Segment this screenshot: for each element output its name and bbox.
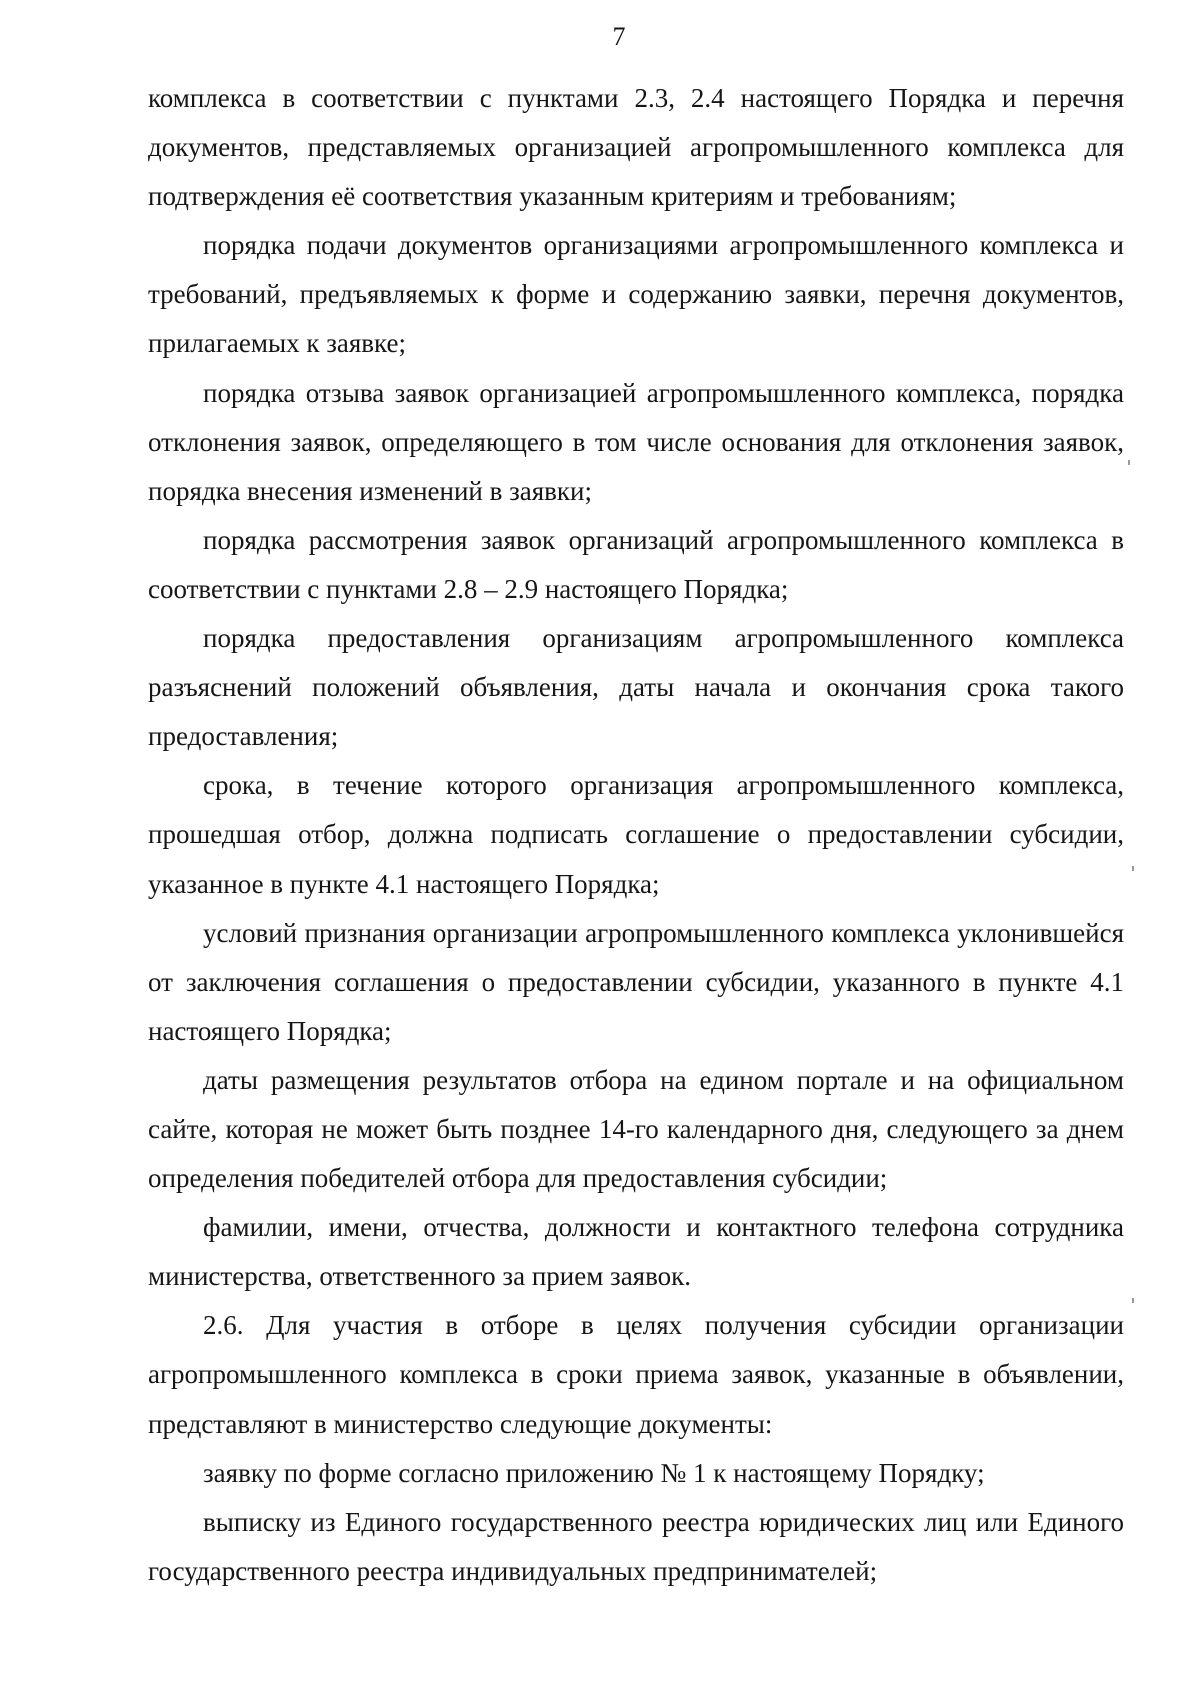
paragraph-continuation: комплекса в соответствии с пунктами 2.3, 2.4 настоящего Порядка и перечня документов, представляемых организацией агропромышленного комплекса для подтверждения её соответствия указанным критериям и требованиям;: [148, 83, 1124, 212]
paragraph-results-date: даты размещения результатов отбора на едином портале и на официальном сайте, которая не может быть позднее 14-го календарного дня, следующего за днем определения победителей отбора для предоставления субсидии;: [148, 1064, 1124, 1194]
paragraph-contact-person: фамилии, имени, отчества, должности и контактного телефона сотрудника министерства, ответственного за прием заявок.: [148, 1212, 1124, 1292]
paragraph-signing-term: срока, в течение которого организация агропромышленного комплекса, прошедшая отбор, должна подписать соглашение о предоставлении субсидии, указанное в пункте 4.1 настоящего Порядка;: [148, 770, 1124, 899]
scan-speck: [1132, 1298, 1134, 1303]
scan-speck: [1128, 460, 1130, 465]
scan-speck: [1132, 866, 1134, 871]
paragraph-application-form: заявку по форме согласно приложению № 1 к настоящему Порядку;: [203, 1457, 985, 1488]
paragraph-review-order: порядка рассмотрения заявок организаций агропромышленного комплекса в соответствии с пунктами 2.8 – 2.9 настоящего Порядка;: [148, 524, 1124, 604]
paragraph-evasion-conditions: условий признания организации агропромышленного комплекса уклонившейся от заключения соглашения о предоставлении субсидии, указанного в пункте 4.1 настоящего Порядка;: [148, 917, 1124, 1046]
document-body: [148, 74, 1124, 1596]
paragraph-clarification-order: порядка предоставления организациям агропромышленного комплекса разъяснений положений объявления, даты начала и окончания срока такого предоставления;: [148, 623, 1124, 752]
paragraph-withdrawal-order: порядка отзыва заявок организацией агропромышленного комплекса, порядка отклонения заявок, определяющего в том числе основания для отклонения заявок, порядка внесения изменений в заявки;: [148, 377, 1124, 506]
paragraph-registry-extract: выписку из Единого государственного реестра юридических лиц или Единого государственного реестра индивидуальных предпринимателей;: [148, 1506, 1124, 1586]
paragraph-section-2-6: 2.6. Для участия в отборе в целях получения субсидии организации агропромышленного комплекса в сроки приема заявок, указанные в объявлении, представляют в министерство следующие документы:: [148, 1310, 1124, 1439]
paragraph-submission-order: порядка подачи документов организациями агропромышленного комплекса и требований, предъявляемых к форме и содержанию заявки, перечня документов, прилагаемых к заявке;: [148, 230, 1124, 359]
page-number: 7: [612, 22, 626, 51]
